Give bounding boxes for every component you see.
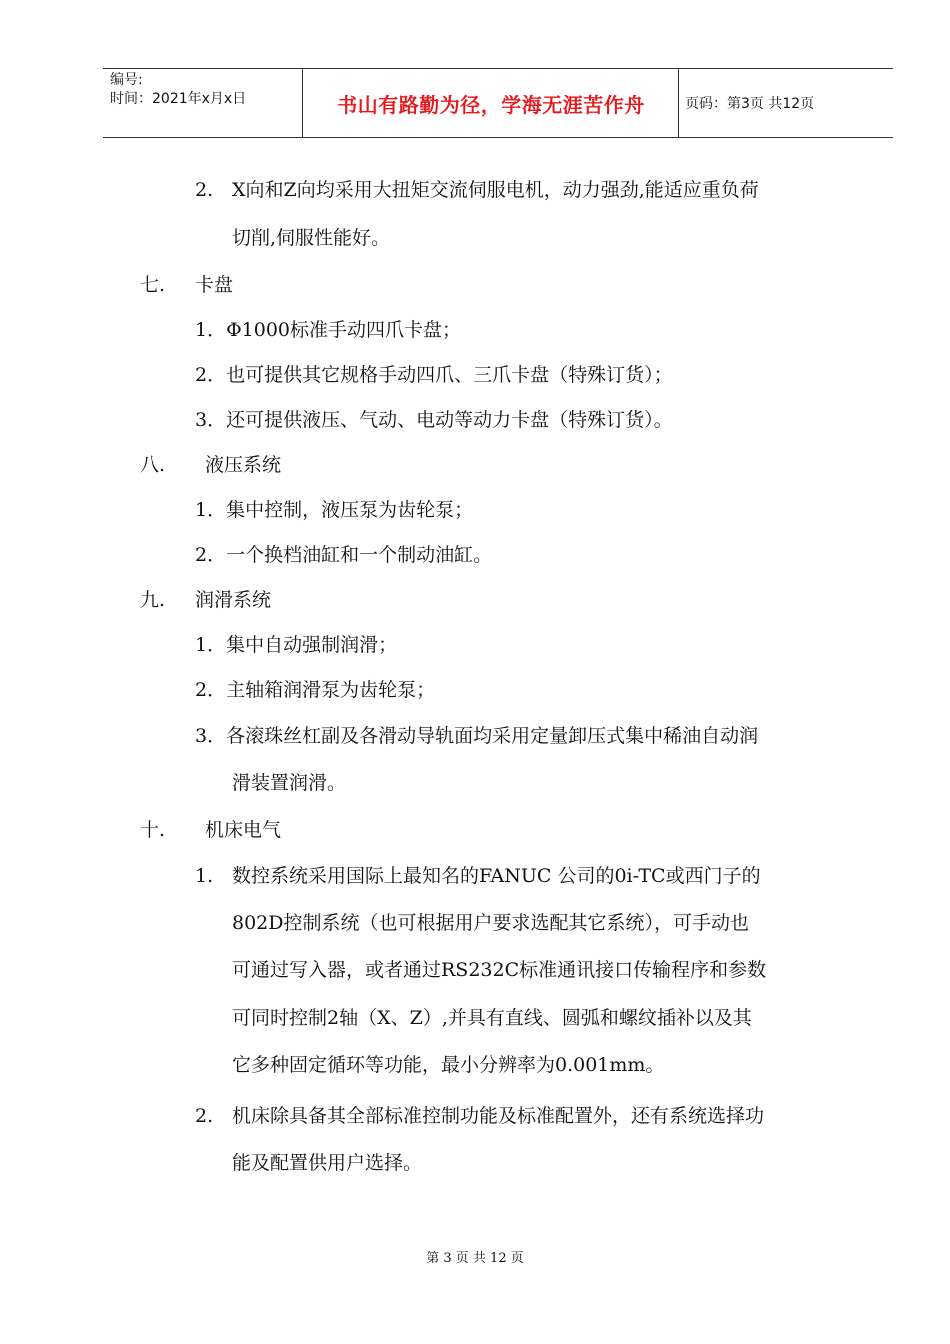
body-line: 切削,伺服性能好。 bbox=[232, 227, 391, 249]
list-item-number: 1. bbox=[195, 865, 214, 887]
list-item-number: 2. bbox=[195, 179, 214, 201]
list-item: 3．还可提供液压、气动、电动等动力卡盘（特殊订货）。 bbox=[195, 409, 673, 431]
body-line: 可通过写入器，或者通过RS232C标准通讯接口传输程序和参数 bbox=[232, 959, 767, 981]
header-divider bbox=[302, 69, 303, 137]
section-number: 十. bbox=[140, 819, 166, 841]
body-line: 机床除具备其全部标准控制功能及标准配置外，还有系统选择功 bbox=[232, 1105, 765, 1127]
body-line: X向和Z向均采用大扭矩交流伺服电机，动力强劲,能适应重负荷 bbox=[232, 179, 759, 201]
section-number: 九. bbox=[140, 589, 166, 611]
section-title: 卡盘 bbox=[195, 274, 234, 296]
section-title: 润滑系统 bbox=[195, 589, 272, 611]
section-title: 液压系统 bbox=[205, 454, 282, 476]
body-line: 802D控制系统（也可根据用户要求选配其它系统），可手动也 bbox=[232, 912, 750, 934]
body-line: 数控系统采用国际上最知名的FANUC 公司的0i-TC或西门子的 bbox=[232, 865, 761, 887]
header-divider bbox=[678, 69, 679, 137]
list-item: 2．主轴箱润滑泵为齿轮泵； bbox=[195, 679, 436, 701]
list-item-number: 2. bbox=[195, 1105, 214, 1127]
body-line: 滑装置润滑。 bbox=[232, 772, 347, 794]
body-line: 能及配置供用户选择。 bbox=[232, 1152, 423, 1174]
list-item: 1．集中自动强制润滑； bbox=[195, 634, 398, 656]
header-motto: 书山有路勤为径，学海无涯苦作舟 bbox=[337, 92, 645, 117]
list-item: 1．集中控制，液压泵为齿轮泵； bbox=[195, 499, 474, 521]
page-footer: 第 3 页 共 12 页 bbox=[426, 1251, 524, 1266]
header-meta bbox=[110, 71, 246, 109]
section-number: 八. bbox=[140, 454, 166, 476]
page-header bbox=[103, 68, 893, 138]
header-code-label: 编号: bbox=[110, 72, 143, 88]
body-line: 可同时控制2轴（X、Z）,并具有直线、圆弧和螺纹插补以及其 bbox=[232, 1007, 752, 1029]
section-number: 七. bbox=[140, 274, 166, 296]
header-page-info: 页码：第3页 共12页 bbox=[685, 96, 815, 112]
header-time-label: 时间：2021年x月x日 bbox=[110, 91, 247, 107]
list-item: 3．各滚珠丝杠副及各滑动导轨面均采用定量卸压式集中稀油自动润 bbox=[195, 725, 759, 747]
list-item: 2．也可提供其它规格手动四爪、三爪卡盘（特殊订货）； bbox=[195, 364, 673, 386]
list-item: 2．一个换档油缸和一个制动油缸。 bbox=[195, 544, 493, 566]
list-item: 1．Φ1000标准手动四爪卡盘； bbox=[195, 319, 462, 341]
section-title: 机床电气 bbox=[205, 819, 282, 841]
body-line: 它多种固定循环等功能，最小分辨率为0.001mm。 bbox=[232, 1054, 665, 1076]
